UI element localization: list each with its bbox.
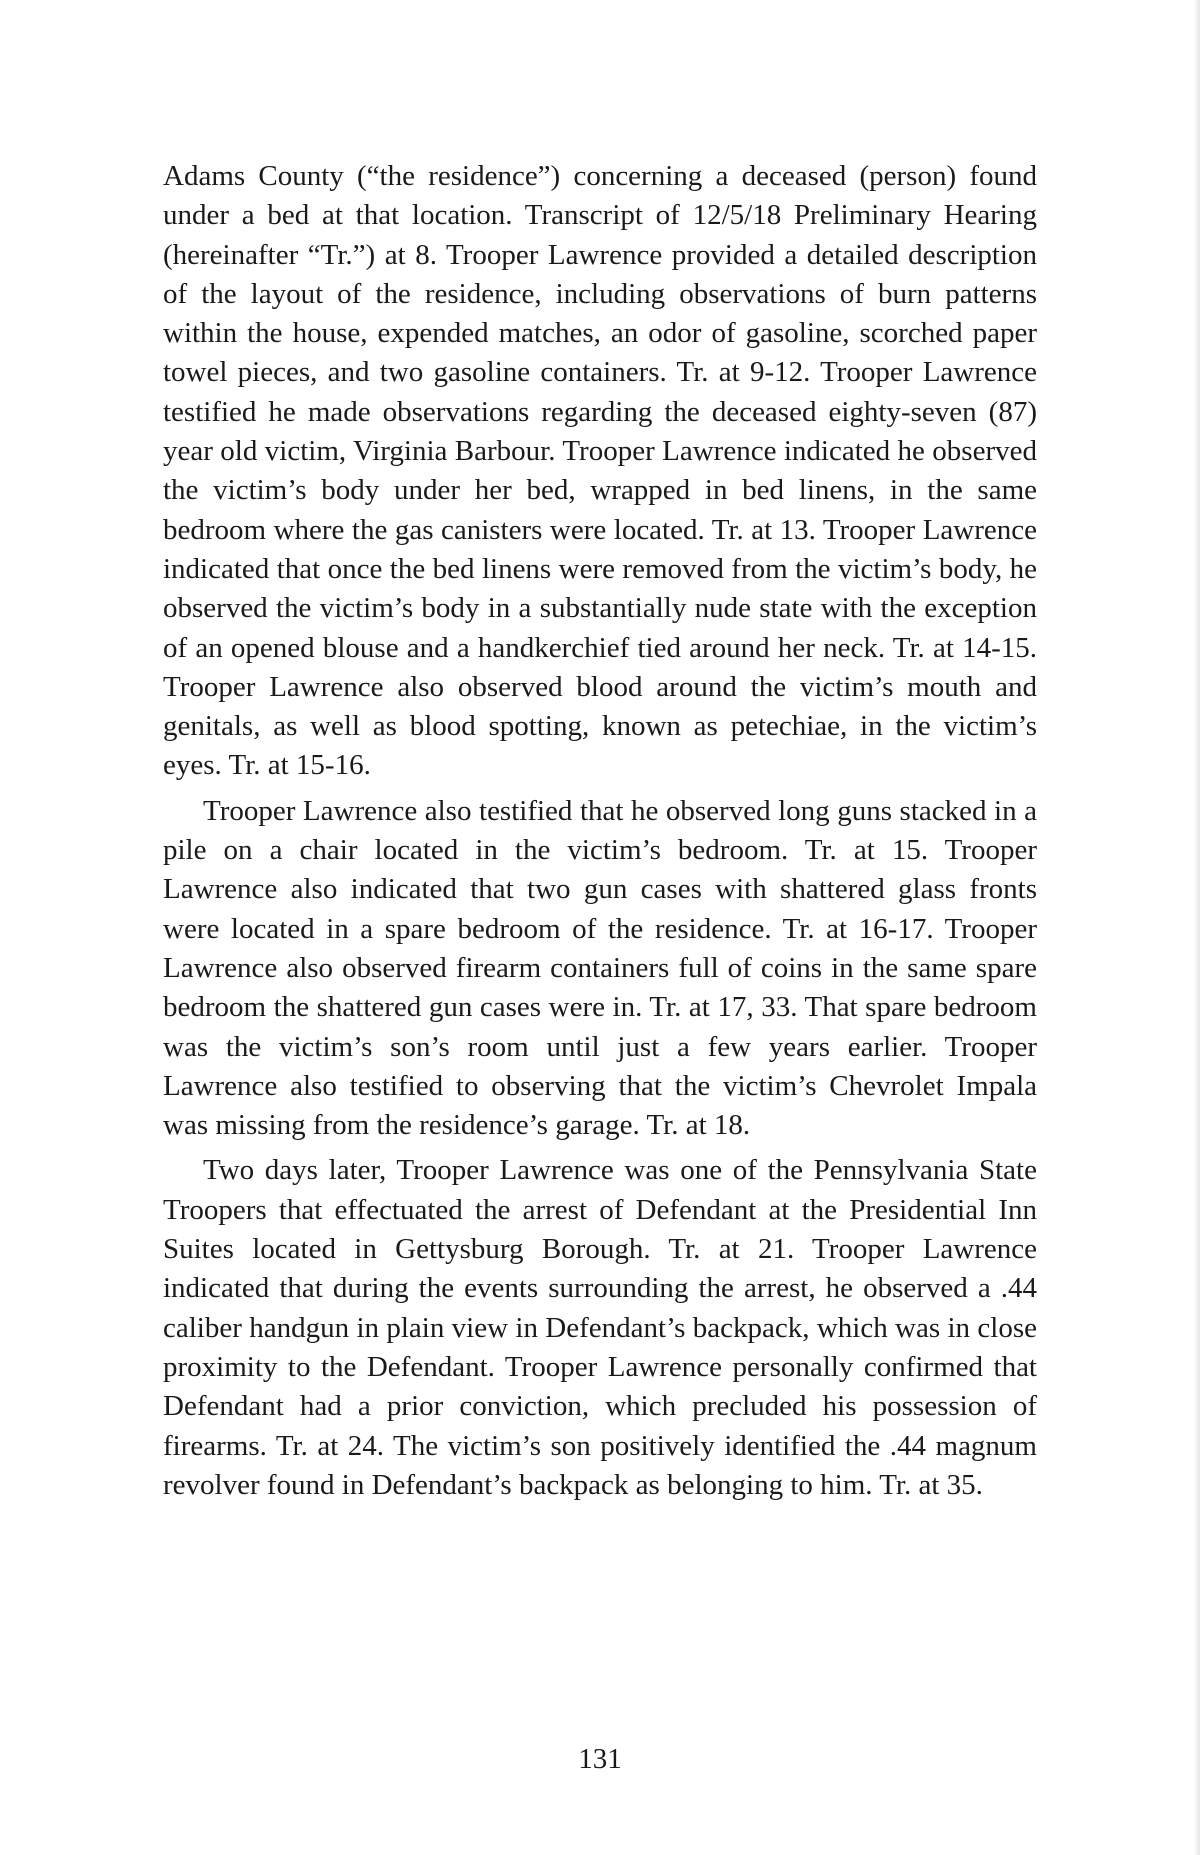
body-text [163,157,1037,1511]
paragraph-continued: Adams County (“the residence”) concerning a deceased (person) found under a bed at that location. Transcript of 12/5/18 Preliminary Hearing (hereinafter “Tr.”) at 8. Trooper Lawrence provided a detailed description of the layout of the residence, including observations of burn patterns within the house, expended matches, an odor of gasoline, scorched paper towel pieces, and two gasoline containers. Tr. at 9-12. Trooper Lawrence testified he made observations regarding the deceased eighty-seven (87) year old victim, Virginia Barbour. Trooper Lawrence indicated he observed the victim’s body under her bed, wrapped in bed linens, in the same bedroom where the gas canisters were located. Tr. at 13. Trooper Lawrence indicated that once the bed linens were removed from the victim’s body, he observed the victim’s body in a substantially nude state with the exception of an opened blouse and a handkerchief tied around her neck. Tr. at 14-15. Trooper Lawrence also observed blood around the victim’s mouth and genitals, as well as blood spotting, known as petechiae, in the victim’s eyes. Tr. at 15-16. [163,160,1037,782]
page-number: 131 [578,1743,622,1775]
page-edge-shadow [1194,0,1200,1855]
paragraph-arrest: Two days later, Trooper Lawrence was one of the Pennsylvania State Troopers that effectuated the arrest of Defendant at the Presidential Inn Suites located in Gettysburg Borough. Tr. at 21. Trooper Lawrence indicated that during the events surrounding the arrest, he observed a .44 caliber handgun in plain view in Defendant’s backpack, which was in close proximity to the Defendant. Trooper Lawrence personally confirmed that Defendant had a prior conviction, which precluded his possession of firearms. Tr. at 24. The victim’s son positively identified the .44 magnum revolver found in Defendant’s backpack as belonging to him. Tr. at 35. [163,1154,1037,1501]
paragraph-long-guns: Trooper Lawrence also testified that he observed long guns stacked in a pile on a chair located in the victim’s bedroom. Tr. at 15. Trooper Lawrence also indicated that two gun cases with shattered glass fronts were located in a spare bedroom of the residence. Tr. at 16-17. Trooper Lawrence also observed firearm containers full of coins in the same spare bedroom the shattered gun cases were in. Tr. at 17, 33. That spare bedroom was the victim’s son’s room until just a few years earlier. Trooper Lawrence also testified to observing that the victim’s Chevrolet Impala was missing from the residence’s garage. Tr. at 18. [163,794,1037,1142]
